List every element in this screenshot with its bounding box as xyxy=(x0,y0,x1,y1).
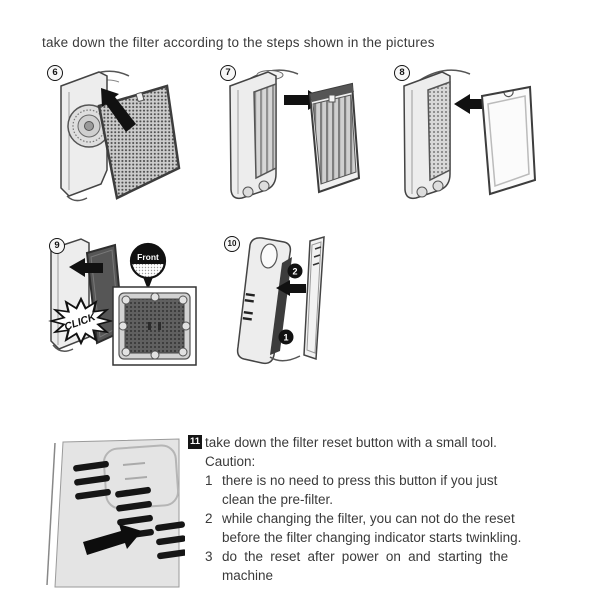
step11-title-row xyxy=(188,433,584,452)
step7-number-badge: 7 xyxy=(220,65,236,81)
front-label: Front xyxy=(137,252,159,262)
purifier-foot xyxy=(67,196,87,201)
caution-item-line: while changing the filter, you can not do the reset xyxy=(222,511,515,526)
figure-step11 xyxy=(45,437,185,588)
step11-number-badge: 11 xyxy=(189,436,201,448)
step11-body xyxy=(205,452,584,585)
step11-illustration xyxy=(45,437,185,588)
roller xyxy=(259,181,269,191)
figure-step9 xyxy=(45,233,200,368)
device-edge-line xyxy=(47,443,55,585)
caution-item xyxy=(205,471,584,509)
step10-number-badge: 10 xyxy=(224,236,240,252)
caution-item-line: machine xyxy=(222,568,274,583)
step9-number-badge: 9 xyxy=(49,238,65,254)
roller xyxy=(433,181,443,191)
intro-text: take down the filter according to the steps shown in the pictures xyxy=(42,34,435,50)
vent-panel xyxy=(55,439,179,587)
caution-item-line: do the reset after power on and starting the xyxy=(222,549,509,564)
step6-illustration xyxy=(45,62,185,207)
caution-item-line: there is no need to press this button if you just xyxy=(222,473,498,488)
marker-2-label: 2 xyxy=(292,266,298,277)
roller xyxy=(243,187,253,197)
purifier-base xyxy=(270,356,300,361)
caution-label: Caution: xyxy=(205,454,256,469)
step11-instructions xyxy=(188,433,584,585)
caution-item xyxy=(205,509,584,547)
caution-item xyxy=(205,547,584,585)
figure-step10 xyxy=(222,233,345,370)
step8-illustration xyxy=(392,62,537,207)
caution-item-line: clean the pre-filter. xyxy=(222,492,334,507)
roller xyxy=(417,187,427,197)
figure-step7 xyxy=(218,62,362,207)
caution-item-number: 1 xyxy=(205,473,213,488)
panel-tab xyxy=(329,95,335,102)
step10-illustration xyxy=(222,233,345,370)
filter-slot-pleats xyxy=(254,84,276,178)
deodorizing-filter-dots xyxy=(428,82,450,180)
step9-illustration xyxy=(45,233,200,368)
caution-item-number: 2 xyxy=(205,511,213,526)
caution-item-line: before the filter changing indicator starts twinkling. xyxy=(222,530,522,545)
click-label: CLICK xyxy=(62,311,98,334)
marker-1-label: 1 xyxy=(283,332,289,343)
hepa-filter-pleats xyxy=(313,95,356,184)
step6-number-badge: 6 xyxy=(47,65,63,81)
step8-number-badge: 8 xyxy=(394,65,410,81)
filter-front-mesh xyxy=(125,299,184,353)
step7-illustration xyxy=(218,62,362,207)
step11-title: take down the filter reset button with a small tool. xyxy=(205,435,497,450)
caution-item-number: 3 xyxy=(205,549,213,564)
figure-step6 xyxy=(45,62,185,207)
figure-step8 xyxy=(392,62,537,207)
